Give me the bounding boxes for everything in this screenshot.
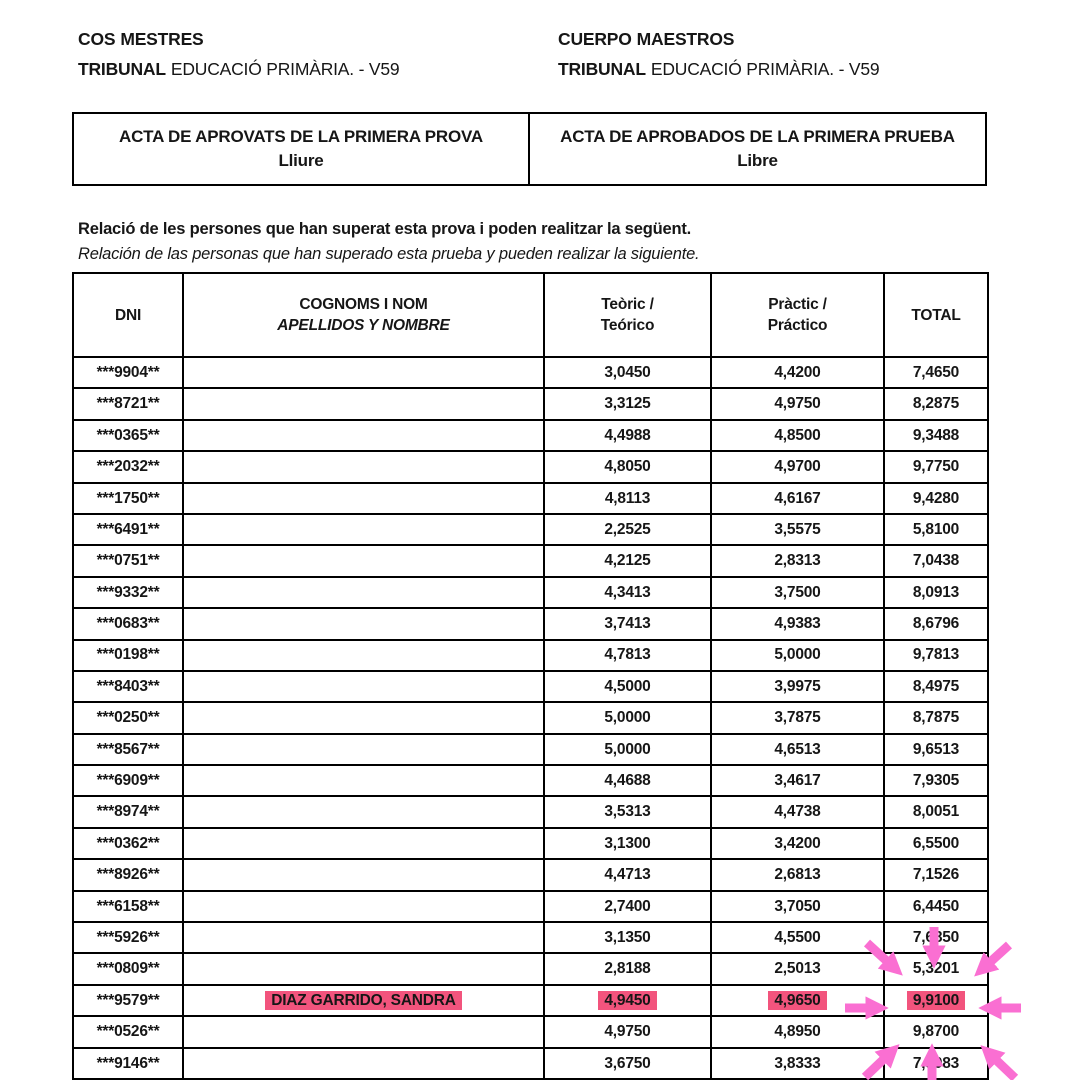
table-row bbox=[73, 828, 988, 859]
table-row bbox=[73, 545, 988, 576]
table-row bbox=[73, 483, 988, 514]
theory-cell: 5,0000 bbox=[544, 734, 711, 765]
practice-cell: 2,6813 bbox=[711, 859, 884, 890]
name-cell bbox=[183, 859, 544, 890]
total-cell: 8,7875 bbox=[884, 702, 988, 733]
dni-cell: ***8403** bbox=[73, 671, 183, 702]
dni-cell: ***9904** bbox=[73, 357, 183, 388]
name-cell bbox=[183, 420, 544, 451]
theory-cell: 5,0000 bbox=[544, 702, 711, 733]
arrow-up-left-icon bbox=[994, 1058, 1015, 1078]
practice-cell: 3,7500 bbox=[711, 577, 884, 608]
org-name-strong: CUERPO bbox=[558, 29, 632, 49]
total-cell: 9,9100 bbox=[884, 985, 988, 1016]
total-cell: 8,0913 bbox=[884, 577, 988, 608]
dni-cell: ***8926** bbox=[73, 859, 183, 890]
dni-cell: ***9146** bbox=[73, 1048, 183, 1079]
dni-cell: ***6158** bbox=[73, 891, 183, 922]
theory-cell: 3,0450 bbox=[544, 357, 711, 388]
title-spanish-line1: ACTA DE APROBADOS DE LA PRIMERA PRUEBA bbox=[560, 127, 955, 146]
name-cell bbox=[183, 1048, 544, 1079]
intro-line-spanish: Relación de las personas que han superado esta prueba y pueden realizar la siguiente. bbox=[78, 245, 700, 263]
total-cell: 7,6850 bbox=[884, 922, 988, 953]
table-row bbox=[73, 985, 988, 1016]
theory-cell: 3,1350 bbox=[544, 922, 711, 953]
name-cell: DIAZ GARRIDO, SANDRA bbox=[183, 985, 544, 1016]
dni-cell: ***8721** bbox=[73, 388, 183, 419]
practice-cell: 2,5013 bbox=[711, 953, 884, 984]
table-row bbox=[73, 671, 988, 702]
dni-cell: ***0362** bbox=[73, 828, 183, 859]
title-catalan-line2: Lliure bbox=[278, 151, 324, 170]
total-cell: 7,9305 bbox=[884, 765, 988, 796]
name-cell bbox=[183, 796, 544, 827]
org-name-rest: MAESTROS bbox=[636, 29, 735, 49]
col-header-theory-spanish: Teórico bbox=[600, 317, 655, 334]
dni-cell: ***8567** bbox=[73, 734, 183, 765]
name-cell bbox=[183, 922, 544, 953]
table-row bbox=[73, 608, 988, 639]
dni-cell: ***0250** bbox=[73, 702, 183, 733]
practice-cell: 4,8500 bbox=[711, 420, 884, 451]
total-cell: 6,5500 bbox=[884, 828, 988, 859]
name-cell bbox=[183, 828, 544, 859]
theory-cell: 2,8188 bbox=[544, 953, 711, 984]
theory-cell: 3,5313 bbox=[544, 796, 711, 827]
org-header-left bbox=[78, 24, 399, 84]
practice-cell: 4,9750 bbox=[711, 388, 884, 419]
practice-cell: 3,7050 bbox=[711, 891, 884, 922]
col-header-name-catalan: COGNOMS I NOM bbox=[299, 296, 428, 313]
practice-cell: 3,7875 bbox=[711, 702, 884, 733]
theory-cell: 4,3413 bbox=[544, 577, 711, 608]
name-cell bbox=[183, 451, 544, 482]
theory-cell: 2,2525 bbox=[544, 514, 711, 545]
theory-cell: 3,1300 bbox=[544, 828, 711, 859]
title-catalan-line1: ACTA DE APROVATS DE LA PRIMERA PROVA bbox=[119, 127, 483, 146]
table-row bbox=[73, 796, 988, 827]
dni-cell: ***1750** bbox=[73, 483, 183, 514]
dni-cell: ***0198** bbox=[73, 640, 183, 671]
arrow-down-left-icon bbox=[988, 945, 1009, 964]
tribunal-line-catalan bbox=[78, 54, 399, 84]
practice-cell: 4,4738 bbox=[711, 796, 884, 827]
total-cell: 7,4650 bbox=[884, 357, 988, 388]
col-header-total: TOTAL bbox=[884, 273, 988, 357]
practice-cell: 4,6167 bbox=[711, 483, 884, 514]
total-cell: 5,8100 bbox=[884, 514, 988, 545]
practice-cell: 4,9650 bbox=[711, 985, 884, 1016]
table-row bbox=[73, 702, 988, 733]
name-cell bbox=[183, 483, 544, 514]
tribunal-line-spanish bbox=[558, 54, 879, 84]
table-row bbox=[73, 859, 988, 890]
total-cell: 8,6796 bbox=[884, 608, 988, 639]
dni-cell: ***6491** bbox=[73, 514, 183, 545]
theory-cell: 4,5000 bbox=[544, 671, 711, 702]
total-cell: 9,7750 bbox=[884, 451, 988, 482]
theory-cell: 4,8113 bbox=[544, 483, 711, 514]
practice-cell: 3,4617 bbox=[711, 765, 884, 796]
total-cell: 9,4280 bbox=[884, 483, 988, 514]
name-cell bbox=[183, 765, 544, 796]
table-row bbox=[73, 734, 988, 765]
total-cell: 9,6513 bbox=[884, 734, 988, 765]
total-cell: 8,2875 bbox=[884, 388, 988, 419]
dni-cell: ***6909** bbox=[73, 765, 183, 796]
theory-cell: 4,4713 bbox=[544, 859, 711, 890]
org-name-strong: COS bbox=[78, 29, 116, 49]
table-row bbox=[73, 388, 988, 419]
total-cell: 7,0438 bbox=[884, 545, 988, 576]
name-cell bbox=[183, 514, 544, 545]
col-header-practice bbox=[711, 273, 884, 357]
theory-cell: 4,7813 bbox=[544, 640, 711, 671]
practice-cell: 3,8333 bbox=[711, 1048, 884, 1079]
practice-cell: 2,8313 bbox=[711, 545, 884, 576]
results-table bbox=[72, 272, 989, 1080]
theory-cell: 4,4988 bbox=[544, 420, 711, 451]
tribunal-name: EDUCACIÓ PRIMÀRIA. - V59 bbox=[650, 59, 880, 79]
name-cell bbox=[183, 608, 544, 639]
name-cell bbox=[183, 734, 544, 765]
total-cell: 9,8700 bbox=[884, 1016, 988, 1047]
dni-cell: ***9332** bbox=[73, 577, 183, 608]
org-name-spanish bbox=[558, 24, 879, 54]
tribunal-label: TRIBUNAL bbox=[558, 59, 646, 79]
practice-cell: 3,5575 bbox=[711, 514, 884, 545]
theory-cell: 4,9450 bbox=[544, 985, 711, 1016]
name-cell bbox=[183, 357, 544, 388]
dni-cell: ***8974** bbox=[73, 796, 183, 827]
name-cell bbox=[183, 640, 544, 671]
col-header-practice-catalan: Pràctic / bbox=[768, 296, 827, 313]
org-header-right bbox=[558, 24, 879, 84]
total-cell: 9,7813 bbox=[884, 640, 988, 671]
name-cell bbox=[183, 388, 544, 419]
col-header-dni: DNI bbox=[73, 273, 183, 357]
dni-cell: ***0526** bbox=[73, 1016, 183, 1047]
title-box-catalan bbox=[74, 114, 528, 184]
name-cell bbox=[183, 702, 544, 733]
tribunal-label: TRIBUNAL bbox=[78, 59, 166, 79]
title-spanish-line2: Libre bbox=[737, 151, 778, 170]
col-header-name bbox=[183, 273, 544, 357]
total-cell: 7,1526 bbox=[884, 859, 988, 890]
dni-cell: ***2032** bbox=[73, 451, 183, 482]
results-tbody bbox=[73, 357, 988, 1079]
practice-cell: 4,8950 bbox=[711, 1016, 884, 1047]
practice-cell: 3,4200 bbox=[711, 828, 884, 859]
dni-cell: ***0809** bbox=[73, 953, 183, 984]
table-row bbox=[73, 514, 988, 545]
theory-cell: 4,9750 bbox=[544, 1016, 711, 1047]
practice-cell: 4,9700 bbox=[711, 451, 884, 482]
theory-cell: 4,2125 bbox=[544, 545, 711, 576]
practice-cell: 4,5500 bbox=[711, 922, 884, 953]
table-row bbox=[73, 1016, 988, 1047]
total-cell: 9,3488 bbox=[884, 420, 988, 451]
results-table-header bbox=[73, 273, 988, 357]
theory-cell: 4,8050 bbox=[544, 451, 711, 482]
practice-cell: 4,4200 bbox=[711, 357, 884, 388]
practice-cell: 3,9975 bbox=[711, 671, 884, 702]
table-row bbox=[73, 765, 988, 796]
dni-cell: ***0751** bbox=[73, 545, 183, 576]
name-cell bbox=[183, 891, 544, 922]
table-row bbox=[73, 922, 988, 953]
table-row bbox=[73, 357, 988, 388]
practice-cell: 4,6513 bbox=[711, 734, 884, 765]
total-cell: 8,4975 bbox=[884, 671, 988, 702]
intro-line-catalan: Relació de les persones que han superat esta prova i poden realitzar la següent. bbox=[78, 220, 692, 238]
tribunal-name: EDUCACIÓ PRIMÀRIA. - V59 bbox=[170, 59, 400, 79]
total-cell: 5,3201 bbox=[884, 953, 988, 984]
name-cell bbox=[183, 577, 544, 608]
col-header-practice-spanish: Práctico bbox=[767, 317, 828, 334]
theory-cell: 3,6750 bbox=[544, 1048, 711, 1079]
name-cell bbox=[183, 953, 544, 984]
total-cell: 7,5083 bbox=[884, 1048, 988, 1079]
col-header-theory-catalan: Teòric / bbox=[601, 296, 654, 313]
table-row bbox=[73, 420, 988, 451]
table-row bbox=[73, 577, 988, 608]
theory-cell: 3,7413 bbox=[544, 608, 711, 639]
total-cell: 8,0051 bbox=[884, 796, 988, 827]
table-row bbox=[73, 953, 988, 984]
intro bbox=[78, 217, 699, 267]
theory-cell: 2,7400 bbox=[544, 891, 711, 922]
org-name-rest: MESTRES bbox=[120, 29, 204, 49]
col-header-name-spanish: APELLIDOS Y NOMBRE bbox=[277, 317, 450, 334]
col-header-theory bbox=[544, 273, 711, 357]
table-row bbox=[73, 451, 988, 482]
table-row bbox=[73, 891, 988, 922]
name-cell bbox=[183, 545, 544, 576]
org-name-catalan bbox=[78, 24, 399, 54]
practice-cell: 4,9383 bbox=[711, 608, 884, 639]
dni-cell: ***0365** bbox=[73, 420, 183, 451]
theory-cell: 4,4688 bbox=[544, 765, 711, 796]
title-box bbox=[72, 112, 987, 186]
name-cell bbox=[183, 1016, 544, 1047]
total-cell: 6,4450 bbox=[884, 891, 988, 922]
practice-cell: 5,0000 bbox=[711, 640, 884, 671]
dni-cell: ***9579** bbox=[73, 985, 183, 1016]
name-cell bbox=[183, 671, 544, 702]
theory-cell: 3,3125 bbox=[544, 388, 711, 419]
title-box-spanish bbox=[528, 114, 985, 184]
dni-cell: ***5926** bbox=[73, 922, 183, 953]
table-row bbox=[73, 640, 988, 671]
table-row bbox=[73, 1048, 988, 1079]
dni-cell: ***0683** bbox=[73, 608, 183, 639]
